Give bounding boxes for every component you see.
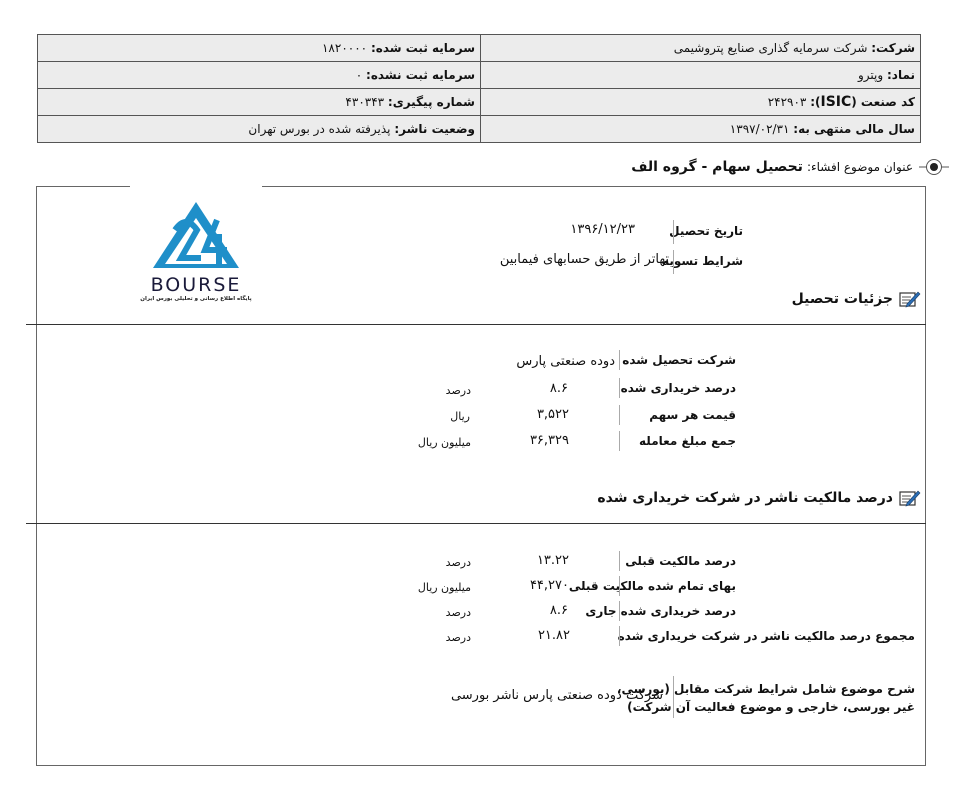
ownership-value: ۸.۶: [549, 603, 568, 618]
ownership-value: ۴۴,۲۷۰: [529, 578, 569, 593]
ownership-heading-text: درصد مالکیت ناشر در شرکت خریداری شده: [597, 490, 893, 506]
detail-value: ۸.۶: [549, 381, 568, 396]
settlement-value: تهاتر از طریق حسابهای فیمابین: [499, 252, 669, 267]
detail-value: ۳۶,۳۲۹: [529, 433, 569, 448]
divider: [673, 676, 674, 718]
detail-value: ۳,۵۲۲: [536, 407, 569, 422]
ownership-label: درصد خریداری شده جاری: [585, 604, 736, 618]
company-info-table: [37, 34, 921, 143]
detail-unit: درصد: [445, 384, 471, 397]
detail-label: قیمت هر سهم: [649, 408, 736, 422]
divider: [619, 405, 620, 425]
edit-note-icon: [899, 489, 921, 507]
info-row: [38, 35, 921, 62]
description-label-line: شرح موضوع شامل شرایط شرکت مقابل (بورسی،: [616, 682, 915, 696]
acquisition-date-label: تاریخ تحصیل: [669, 224, 743, 238]
details-heading-text: جزئیات تحصیل: [791, 291, 893, 307]
details-section-heading: [792, 290, 921, 308]
detail-label: جمع مبلغ معامله: [639, 434, 736, 448]
bourse-logo: [130, 180, 262, 308]
ownership-label: درصد مالکیت قبلی: [625, 554, 736, 568]
divider: [619, 350, 620, 370]
disclosure-subject: [631, 158, 949, 176]
divider: [673, 220, 674, 244]
ownership-unit: میلیون ریال: [417, 581, 471, 594]
divider: [619, 626, 620, 646]
company-cell: شرکت: شرکت سرمایه گذاری صنایع پتروشیمی: [481, 35, 921, 62]
detail-label: درصد خریداری شده: [620, 381, 736, 395]
detail-unit: ریال: [450, 410, 470, 423]
ownership-section-heading: [597, 489, 921, 507]
divider: [619, 378, 620, 398]
bourse-logo-mark: [151, 200, 241, 272]
ownership-unit: درصد: [445, 631, 471, 644]
settlement-label: شرایط تسویه: [662, 254, 743, 268]
ownership-label: مجموع درصد مالکیت ناشر در شرکت خریداری شده: [617, 629, 915, 643]
divider: [673, 250, 674, 274]
edit-note-icon: [899, 290, 921, 308]
divider: [619, 431, 620, 451]
detail-label: شرکت تحصیل شده: [622, 353, 736, 367]
description-value: شرکت دوده صنعتی پارس ناشر بورسی: [450, 688, 663, 703]
publisher-status-cell: وضعیت ناشر: پذیرفته شده در بورس تهران: [38, 116, 481, 143]
ownership-value: ۲۱.۸۲: [537, 628, 570, 643]
info-row: [38, 62, 921, 89]
ownership-unit: درصد: [445, 606, 471, 619]
registered-capital-cell: سرمایه ثبت شده: ۱۸۲۰۰۰۰: [38, 35, 481, 62]
acquisition-date-value: ۱۳۹۶/۱۲/۲۳: [570, 222, 635, 237]
detail-value: دوده صنعتی پارس: [516, 354, 615, 369]
ownership-unit: درصد: [445, 556, 471, 569]
section-divider: [26, 324, 926, 325]
isic-cell: کد صنعت (ISIC): ۲۴۲۹۰۳: [481, 89, 921, 116]
fiscal-year-cell: سال مالی منتهی به: ۱۳۹۷/۰۲/۳۱: [481, 116, 921, 143]
detail-unit: میلیون ریال: [417, 436, 471, 449]
ownership-label: بهای تمام شده مالکیت قبلی: [568, 579, 736, 593]
subject-title: تحصیل سهام - گروه الف: [631, 159, 803, 175]
ownership-value: ۱۳.۲۲: [536, 553, 569, 568]
section-divider: [26, 523, 926, 524]
divider: [619, 601, 620, 621]
info-row: [38, 116, 921, 143]
logo-tagline: پایگاه اطلاع رسانی و تحلیلی بورس ایران: [140, 296, 252, 302]
info-row: [38, 89, 921, 116]
divider: [619, 576, 620, 596]
tracking-number-cell: شماره پیگیری: ۴۳۰۳۴۳: [38, 89, 481, 116]
logo-brand-text: BOURSE: [150, 274, 242, 296]
description-label-line: غیر بورسی، خارجی و موضوع فعالیت آن شرکت): [627, 700, 915, 714]
symbol-cell: نماد: وپترو: [481, 62, 921, 89]
divider: [619, 551, 620, 571]
target-bullet-icon: [919, 158, 949, 176]
subject-label: عنوان موضوع افشاء:: [806, 160, 913, 174]
unregistered-capital-cell: سرمایه ثبت نشده: ۰: [38, 62, 481, 89]
